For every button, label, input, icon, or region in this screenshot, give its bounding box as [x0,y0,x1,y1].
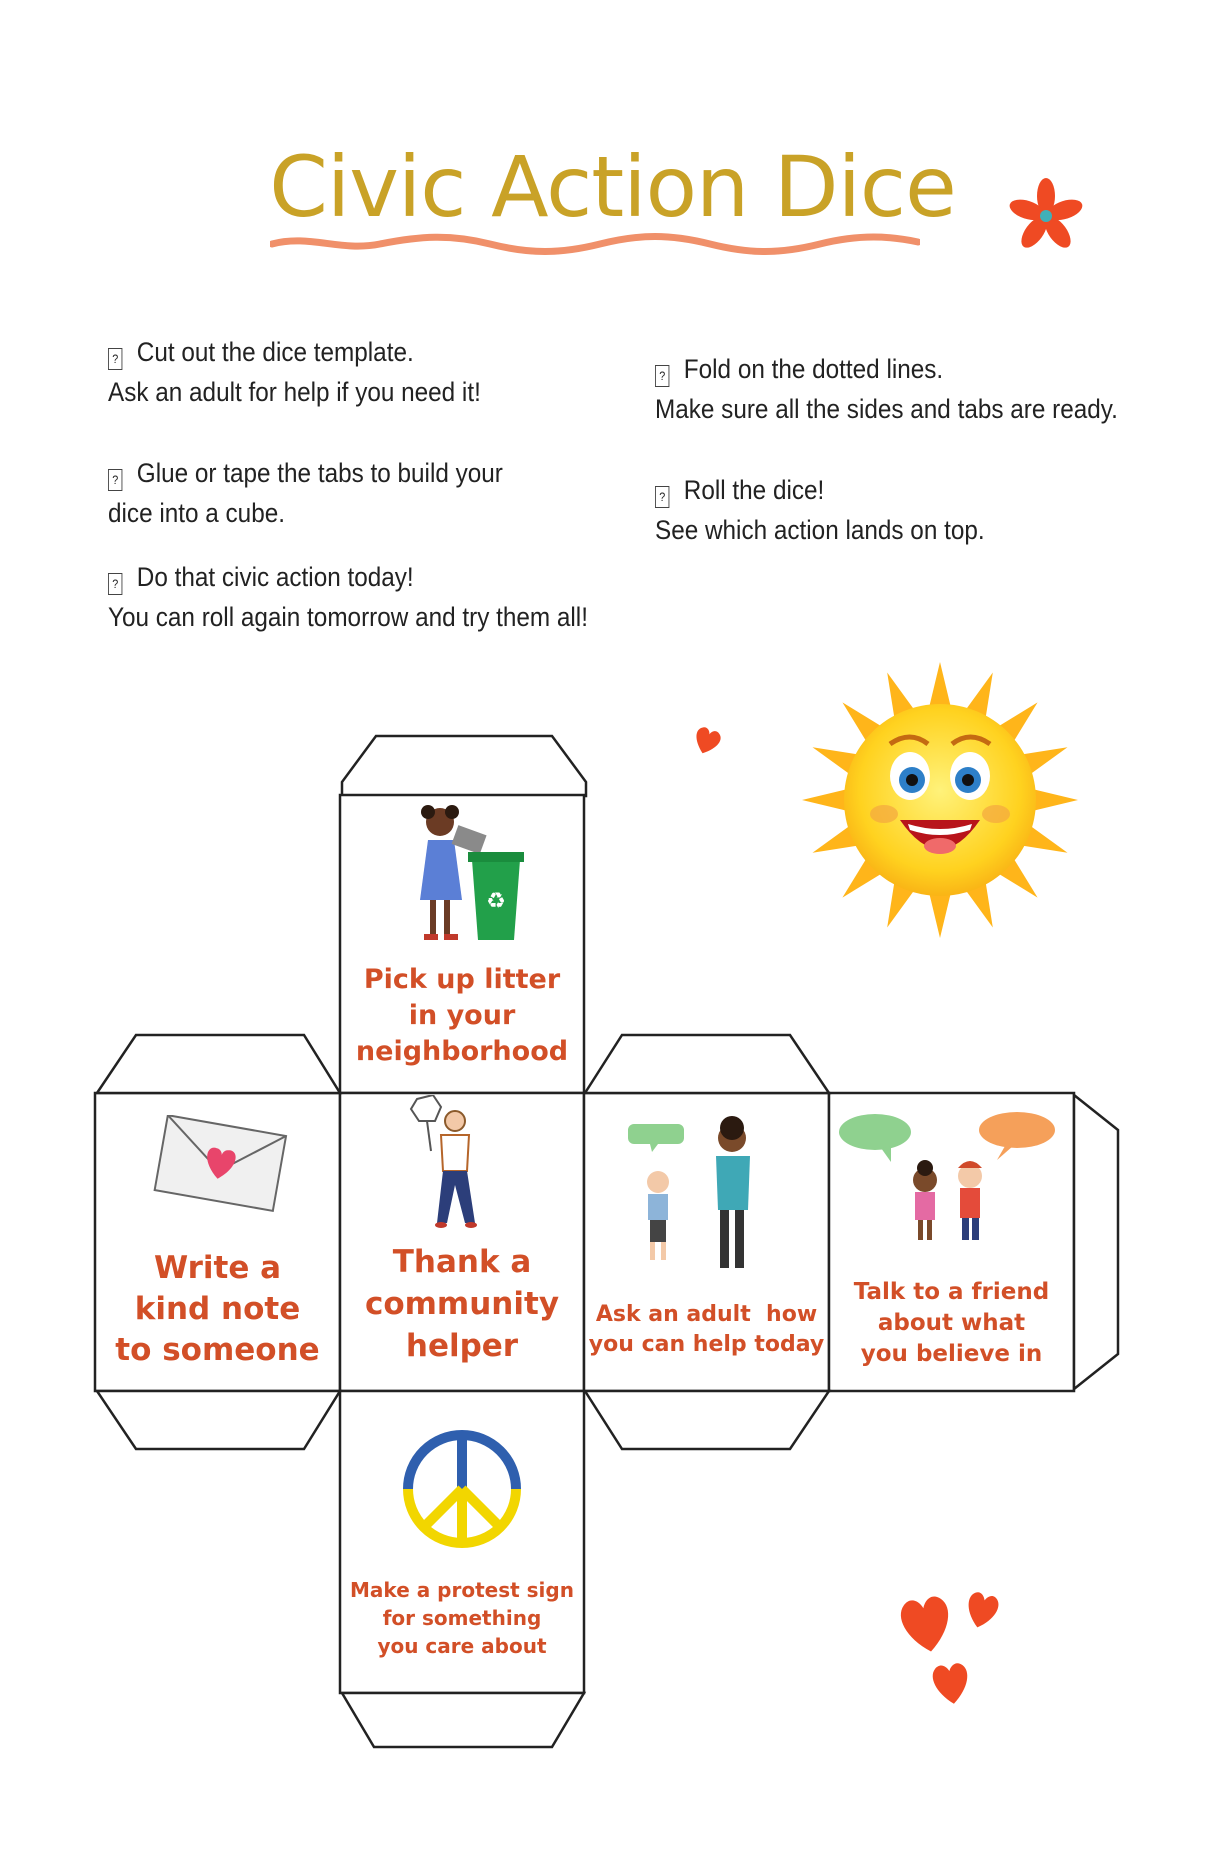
instruction-4: ? Roll the dice! See which action lands on top. [655,475,985,545]
heart-icon [895,1588,957,1658]
bullet-icon: ? [655,365,669,387]
instruction-5: ? Do that civic action today! You can roll again tomorrow and try them all! [108,562,588,632]
children-speech-bubbles-icon [835,1110,1060,1260]
instruction-1: ? Cut out the dice template. Ask an adult for help if you need it! [108,337,481,407]
heart-icon [690,724,724,758]
face-right1-label: Ask an adult how you can help today [588,1302,825,1357]
face-bottom-label: Make a protest sign for something you care about [350,1578,574,1658]
face-top-label: Pick up litter in your neighborhood [355,964,569,1067]
face-right2-label: Talk to a friend about what you believe in [853,1279,1050,1367]
heart-icon [928,1658,974,1708]
tab-right1-bottom [585,1391,829,1449]
bullet-icon: ? [655,486,669,508]
face-center-label: Thank a community helper [364,1244,560,1364]
face-left-label: Write a kind note to someone [115,1250,320,1368]
tab-top [342,736,586,796]
tab-left-top [97,1035,340,1093]
tab-bottom [342,1693,584,1747]
instruction-3: ? Glue or tape the tabs to build your dice into a cube. [108,458,503,528]
heart-icon [962,1588,1002,1632]
peace-sign-icon [400,1427,524,1551]
tab-right2-side [1074,1095,1118,1389]
bullet-icon: ? [108,348,122,370]
recycling-girl-icon [410,800,530,950]
instruction-2: ? Fold on the dotted lines. Make sure all the sides and tabs are ready. [655,354,1118,424]
envelope-heart-icon [150,1115,290,1215]
bullet-icon: ? [108,573,122,595]
tab-right1-top [585,1035,829,1093]
bullet-icon: ? [108,469,122,491]
svg-text:♻: ♻ [486,888,506,913]
tab-left-bottom [97,1391,340,1449]
page-title: Civic Action Dice [269,138,956,236]
helper-with-sign-icon [405,1095,495,1235]
adult-and-child-talking-icon [610,1110,810,1285]
sun-icon [795,655,1085,945]
